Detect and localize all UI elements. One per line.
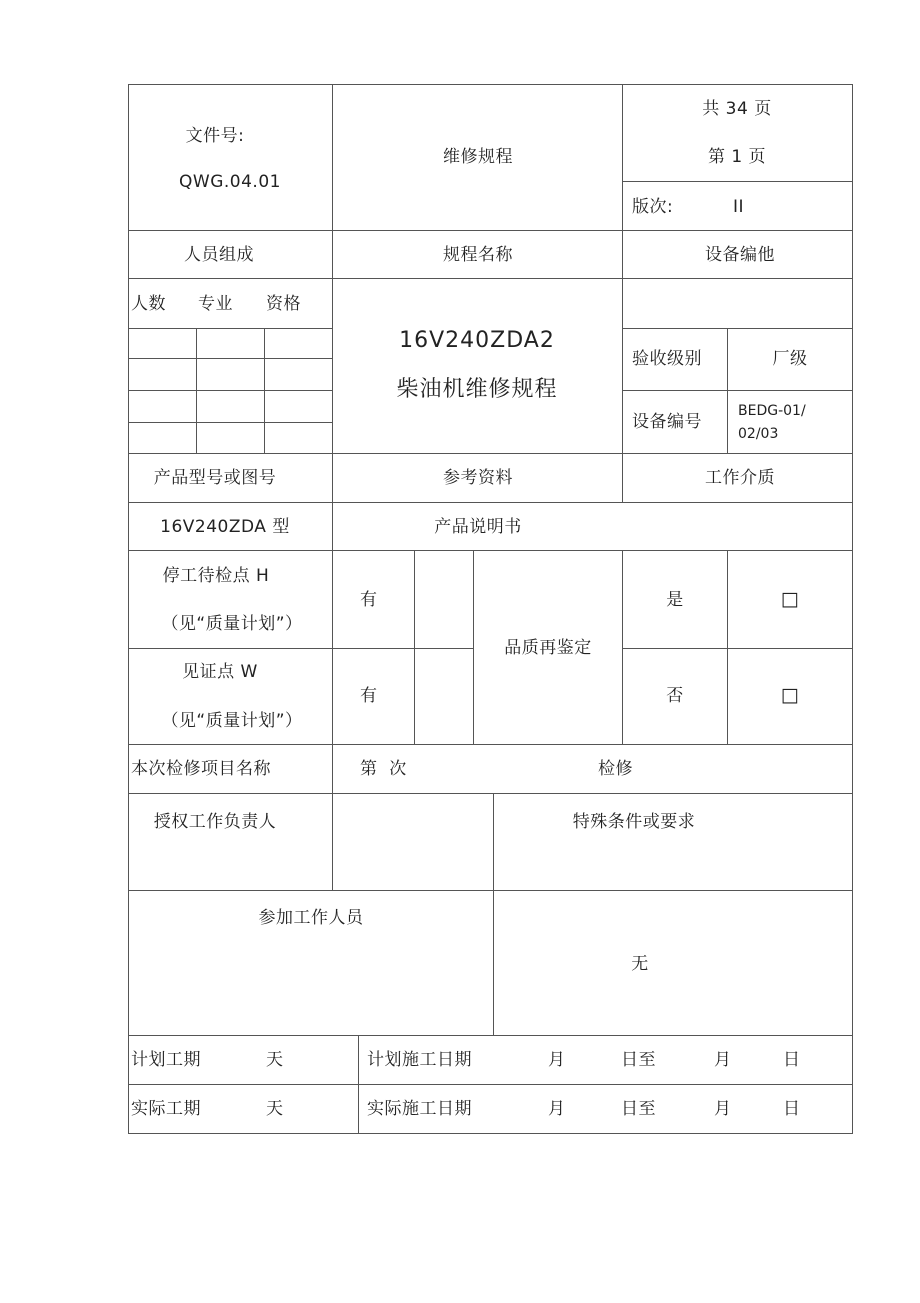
page-number: 第 1 页 [707, 147, 767, 167]
rule-line [128, 1035, 853, 1036]
rule-line [622, 328, 853, 329]
product-model-value: 16V240ZDA 型 [160, 517, 290, 537]
witness-point-note: （见“质量计划”） [161, 711, 303, 731]
actual-period-day: 天 [266, 1099, 284, 1119]
responsible-person-label: 授权工作负责人 [153, 812, 277, 832]
maintenance-item-label: 本次检修项目名称 [131, 759, 271, 779]
reference-value: 产品说明书 [434, 517, 522, 537]
special-conditions-label: 特殊条件或要求 [572, 812, 696, 832]
headcount-header: 人数 [131, 294, 166, 314]
reference-label: 参考资料 [443, 468, 513, 488]
work-medium-label: 工作介质 [705, 468, 775, 488]
file-number-label: 文件号: [185, 126, 245, 146]
actual-day-to: 日至 [621, 1099, 656, 1119]
checkbox-yes[interactable]: □ [780, 588, 800, 610]
rule-line [128, 744, 853, 745]
planned-period-day: 天 [266, 1050, 284, 1070]
rule-line [727, 550, 728, 744]
rule-line [493, 793, 494, 1035]
planned-period-label: 计划工期 [131, 1050, 201, 1070]
planned-end-day: 日 [783, 1050, 801, 1070]
actual-end-month: 月 [714, 1099, 732, 1119]
special-conditions-value: 无 [631, 954, 649, 974]
actual-end-day: 日 [783, 1099, 801, 1119]
equipment-number-label: 设备编号 [632, 412, 702, 432]
rule-line [128, 648, 473, 649]
edition-value: II [733, 197, 745, 217]
rule-line [128, 328, 332, 329]
rule-line [128, 390, 332, 391]
rule-line [264, 328, 265, 453]
rule-line [622, 181, 853, 182]
procedure-name: 柴油机维修规程 [396, 377, 558, 402]
witness-point-label: 见证点 W [182, 662, 258, 682]
planned-day-to: 日至 [621, 1050, 656, 1070]
rule-line [128, 230, 853, 231]
rule-line [128, 1084, 853, 1085]
edition-label: 版次: [632, 197, 674, 217]
specialty-header: 专业 [198, 294, 233, 314]
actual-date-label: 实际施工日期 [367, 1099, 472, 1119]
hold-point-note: （见“质量计划”） [161, 614, 303, 634]
rule-line [358, 1035, 359, 1133]
rule-line [128, 453, 853, 454]
rule-line [332, 84, 333, 890]
nth-times: 第 次 [360, 759, 407, 779]
actual-start-month: 月 [548, 1099, 566, 1119]
yes-label: 是 [666, 590, 684, 610]
rule-line [128, 550, 853, 551]
acceptance-level-value: 厂级 [772, 349, 808, 369]
participants-label: 参加工作人员 [258, 908, 364, 928]
rule-line [473, 550, 474, 744]
requalification-label: 品质再鉴定 [504, 638, 592, 658]
witness-point-value: 有 [360, 686, 378, 706]
rule-line [128, 278, 853, 279]
personnel-label: 人员组成 [184, 245, 254, 265]
overhaul-label: 检修 [598, 759, 633, 779]
rule-line [622, 550, 623, 744]
rule-line [128, 793, 853, 794]
rule-line [852, 84, 853, 1134]
acceptance-level-label: 验收级别 [632, 349, 702, 369]
rule-line [622, 84, 623, 502]
rule-line [414, 550, 415, 744]
hold-point-value: 有 [360, 590, 378, 610]
rule-line [196, 328, 197, 453]
engine-model: 16V240ZDA2 [399, 328, 555, 353]
qualification-header: 资格 [266, 294, 301, 314]
procedure-name-label: 规程名称 [443, 245, 513, 265]
rule-line [128, 358, 332, 359]
hold-point-label: 停工待检点 H [162, 566, 270, 586]
total-pages: 共 34 页 [702, 99, 772, 119]
rule-line [128, 422, 332, 423]
rule-line [727, 328, 728, 453]
document-title: 维修规程 [443, 147, 513, 167]
no-label: 否 [666, 686, 684, 706]
equipment-other-label: 设备编他 [705, 245, 775, 265]
checkbox-no[interactable]: □ [780, 684, 800, 706]
rule-line [622, 648, 853, 649]
planned-end-month: 月 [714, 1050, 732, 1070]
actual-period-label: 实际工期 [131, 1099, 201, 1119]
planned-start-month: 月 [548, 1050, 566, 1070]
equipment-number-line2: 02/03 [738, 426, 779, 442]
rule-line [128, 502, 853, 503]
rule-line [622, 390, 853, 391]
file-number: QWG.04.01 [179, 172, 281, 192]
equipment-number-line1: BEDG-01/ [738, 403, 806, 419]
rule-line [128, 1133, 853, 1134]
product-model-label: 产品型号或图号 [153, 468, 277, 488]
rule-line [128, 84, 129, 1134]
rule-line [128, 84, 853, 85]
rule-line [128, 890, 853, 891]
planned-date-label: 计划施工日期 [367, 1050, 472, 1070]
